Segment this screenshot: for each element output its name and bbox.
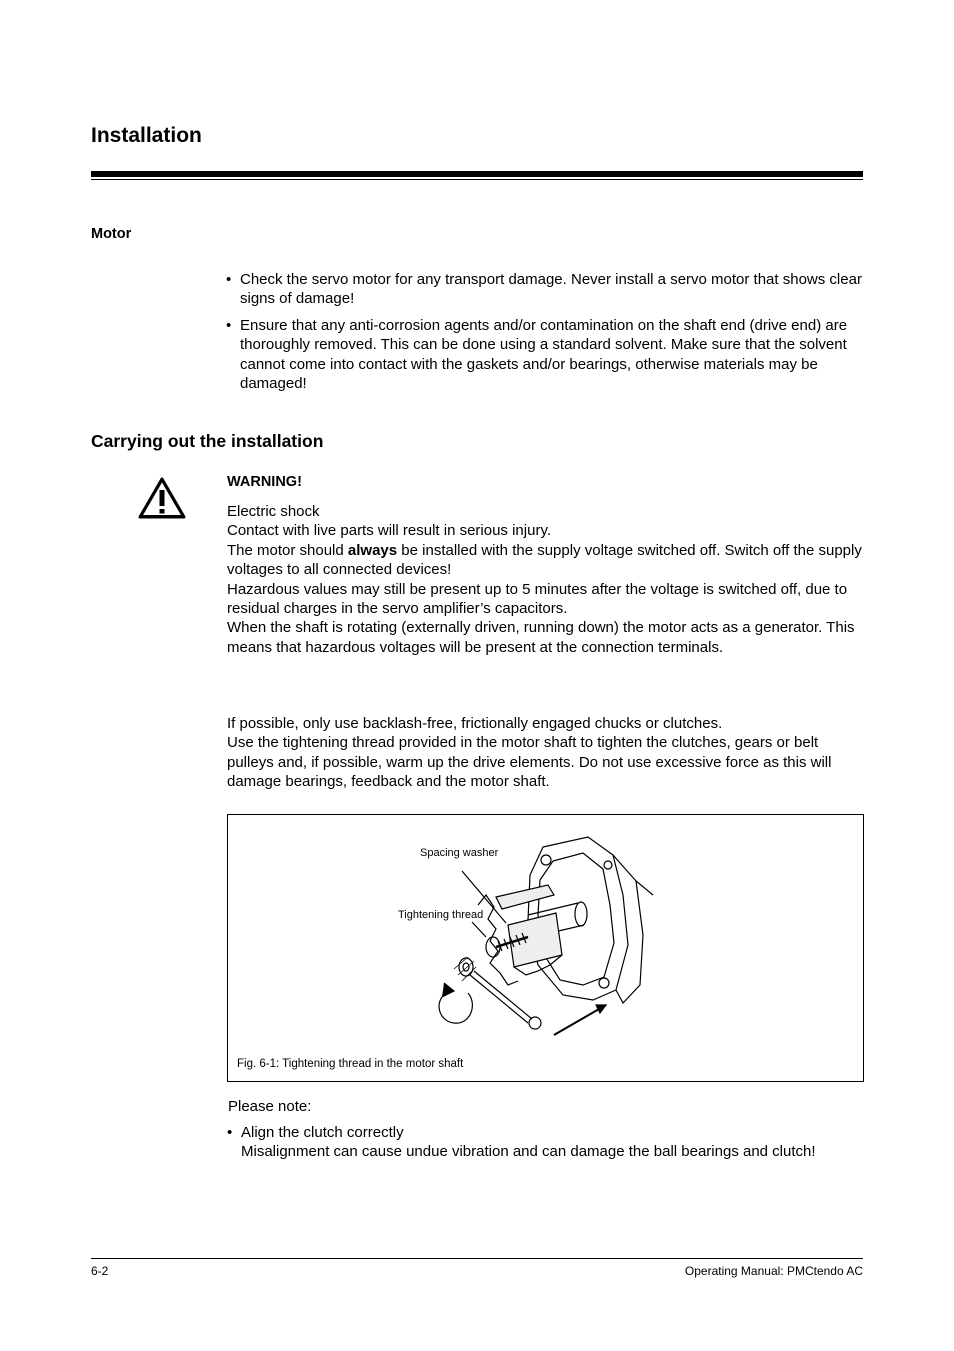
footer-rule [91, 1258, 863, 1259]
figure-caption: Fig. 6-1: Tightening thread in the motor shaft [237, 1058, 464, 1070]
header-rule-thin [91, 179, 863, 180]
warning-line: Electric shock [227, 503, 320, 520]
warning-line: The motor should always be installed with the supply voltage switched off. Switch off the supply voltages to all connected devices! [227, 541, 862, 579]
label-tightening-thread: Tightening thread [398, 909, 484, 921]
warning-triangle-icon [137, 476, 187, 520]
note-list [227, 1123, 867, 1162]
figure-motor-shaft [227, 814, 864, 1082]
note-intro: Please note: [228, 1098, 312, 1115]
paragraph: If possible, only use backlash-free, frictionally engaged chucks or clutches. [227, 715, 723, 732]
page-title: Installation [91, 124, 202, 147]
warning-line: When the shaft is rotating (externally driven, running down) the motor acts as a generator. This means that hazardous voltages will be present at the connection terminals. [227, 619, 855, 656]
warning-text [227, 502, 867, 657]
document-title: Operating Manual: PMCtendo AC [684, 1264, 863, 1278]
warning-line: Contact with live parts will result in serious injury. [227, 522, 552, 540]
warning-title: WARNING! [227, 474, 302, 490]
motor-checklist [226, 270, 866, 393]
warning-line: Hazardous values may still be present up to 5 minutes after the voltage is switched off, due to residual charges in the servo amplifier’s capacitors. [227, 580, 848, 618]
paragraph: Use the tightening thread provided in the motor shaft to tighten the clutches, gears or belt pulleys and, if possible, warm up the drive elements. Do not use excessive force as this will damage bearings, feedback and the motor shaft. [227, 734, 832, 791]
label-spacing-washer: Spacing washer [420, 847, 499, 859]
note-item-title: • Align the clutch correctly [241, 1124, 404, 1141]
note-item-text: Misalignment can cause undue vibration and can damage the ball bearings and clutch! [241, 1143, 816, 1161]
header-rule-thick [91, 171, 863, 177]
section-heading: Carrying out the installation [91, 431, 324, 451]
clutch-instructions [227, 714, 867, 792]
emphasis: always [347, 541, 398, 559]
motor-heading: Motor [91, 226, 132, 242]
list-item: • Check the servo motor for any transport damage. Never install a servo motor that shows clear signs of damage! [226, 270, 866, 309]
page-number: 6-2 [91, 1264, 109, 1278]
list-item: • Ensure that any anti-corrosion agents and/or contamination on the shaft end (drive end) are thoroughly removed. This can be done using a standard solvent. Make sure that the solvent cannot come into contact with the gaskets and/or bearings, otherwise materials may be damaged! [226, 316, 866, 394]
list-item [227, 1123, 867, 1162]
